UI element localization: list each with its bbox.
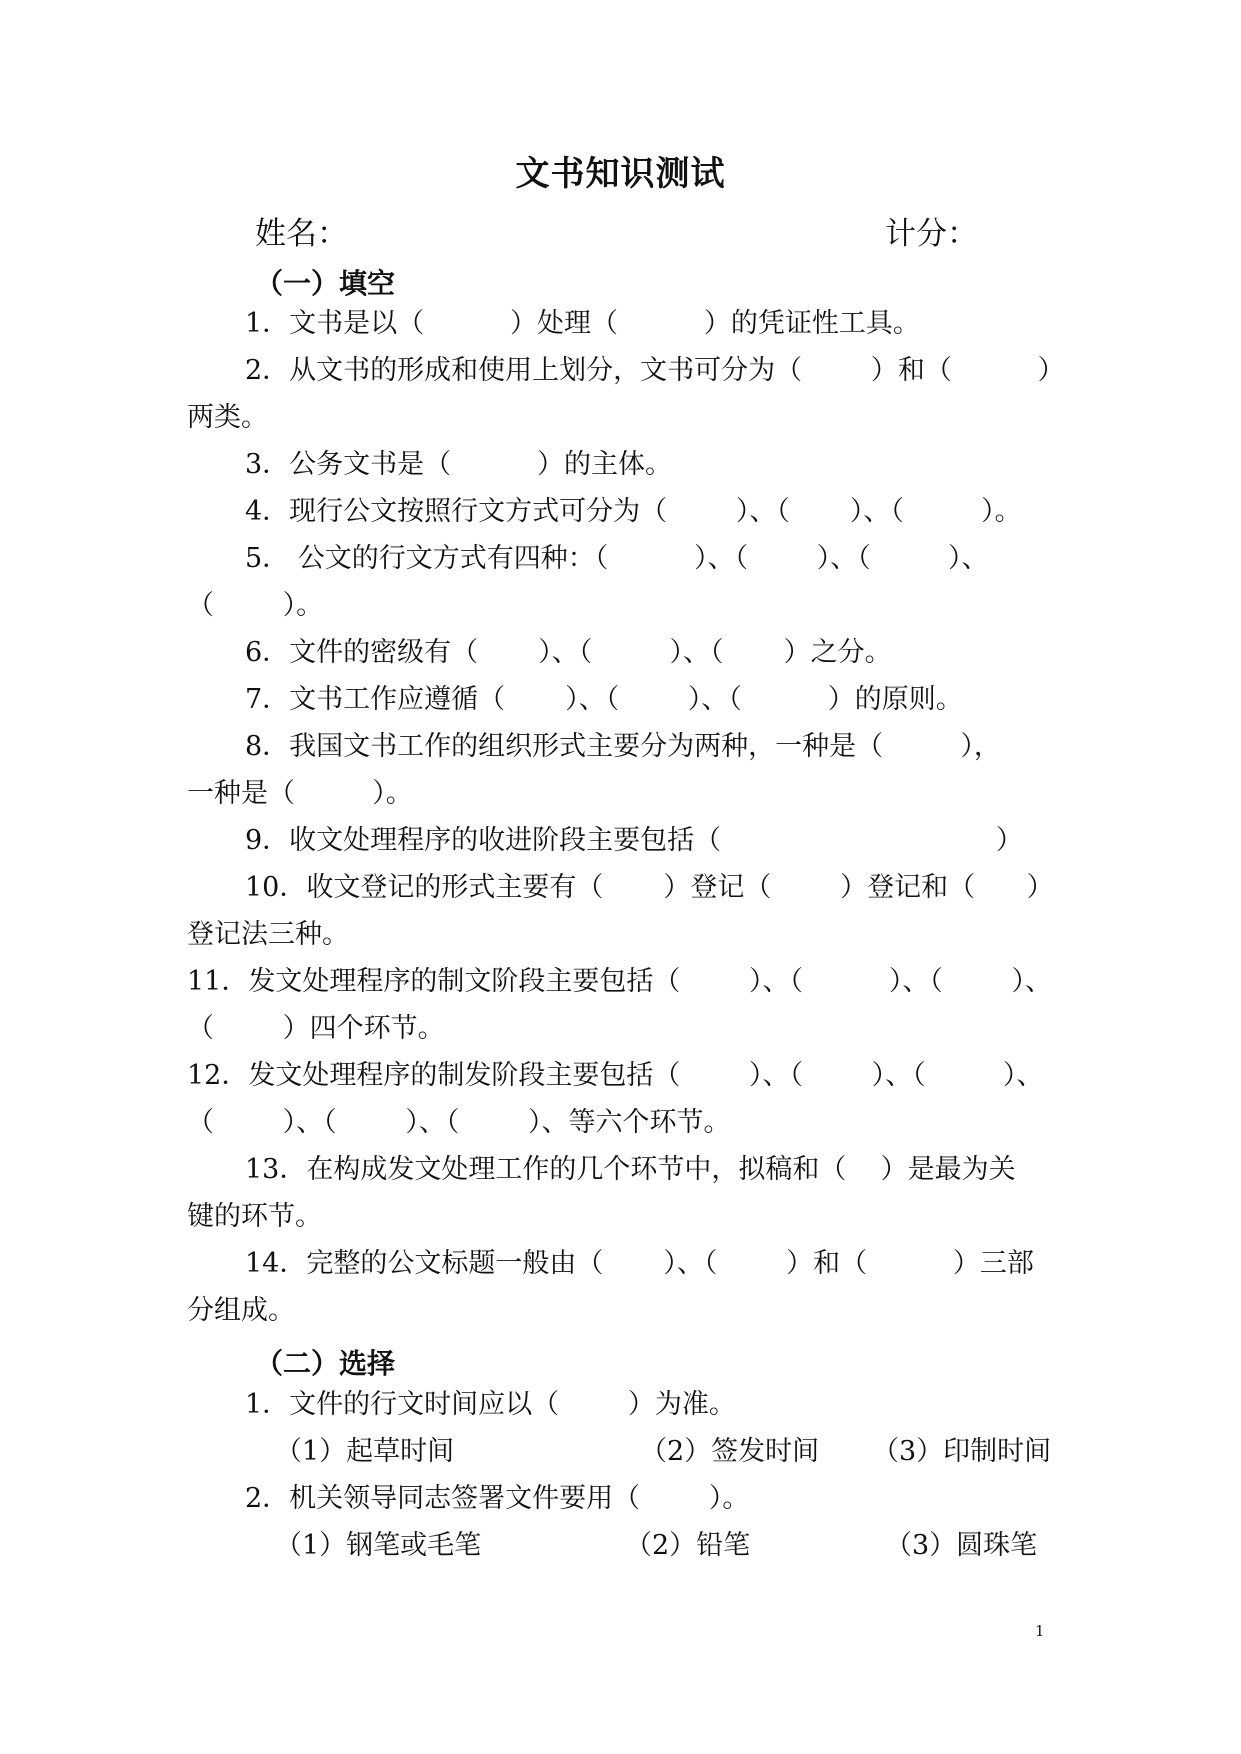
question-line: 8．我国文书工作的组织形式主要分为两种，一种是（ ）， <box>245 731 1001 762</box>
choice-option: （1）钢笔或毛笔 <box>275 1530 482 1561</box>
page-title: 文书知识测试 <box>515 154 726 194</box>
question-line: 登记法三种。 <box>187 919 349 950</box>
name-label: 姓名： <box>255 216 348 252</box>
question-line: 14．完整的公文标题一般由（ ）、（ ）和（ ）三部 <box>245 1248 1034 1279</box>
choice-question: 2．机关领导同志签署文件要用（ ）。 <box>245 1483 750 1514</box>
choice-question: 1．文件的行文时间应以（ ）为准。 <box>245 1389 736 1420</box>
question-line: 10．收文登记的形式主要有（ ）登记（ ）登记和（ ） <box>245 872 1054 903</box>
question-line: 两类。 <box>187 402 268 433</box>
question-line: 3．公务文书是（ ）的主体。 <box>245 449 673 480</box>
choice-option: （3）印制时间 <box>872 1436 1052 1467</box>
choice-option: （2）签发时间 <box>640 1436 820 1467</box>
question-line: 11．发文处理程序的制文阶段主要包括（ ）、（ ）、（ ）、 <box>187 966 1053 997</box>
section-heading-choice: （二）选择 <box>255 1347 396 1380</box>
question-line: 9．收文处理程序的收进阶段主要包括（ ） <box>245 825 1023 856</box>
question-line: （ ）四个环节。 <box>187 1013 445 1044</box>
question-line: 1．文书是以（ ）处理（ ）的凭证性工具。 <box>245 308 920 339</box>
choice-option: （2）铅笔 <box>625 1530 751 1561</box>
question-line: 键的环节。 <box>187 1201 322 1232</box>
question-line: 2．从文书的形成和使用上划分，文书可分为（ ）和（ ） <box>245 355 1065 386</box>
question-line: 5． 公文的行文方式有四种：（ ）、（ ）、（ ）、 <box>245 543 989 574</box>
question-line: 7．文书工作应遵循（ ）、（ ）、（ ）的原则。 <box>245 684 963 715</box>
question-line: 4．现行公文按照行文方式可分为（ ）、（ ）、（ ）。 <box>245 496 1022 527</box>
question-line: （ ）、（ ）、（ ）、等六个环节。 <box>187 1107 731 1138</box>
question-line: 分组成。 <box>187 1295 295 1326</box>
question-line: 12．发文处理程序的制发阶段主要包括（ ）、（ ）、（ ）、 <box>187 1060 1044 1091</box>
page-number: 1 <box>1035 1622 1045 1640</box>
question-line: 13．在构成发文处理工作的几个环节中，拟稿和（ ）是最为关 <box>245 1154 1016 1185</box>
score-label: 计分： <box>885 216 978 252</box>
question-line: 一种是（ ）。 <box>187 778 413 809</box>
question-line: （ ）。 <box>187 590 324 621</box>
choice-option: （3）圆珠笔 <box>885 1530 1038 1561</box>
choice-option: （1）起草时间 <box>275 1436 455 1467</box>
section-heading-fill-in: （一）填空 <box>255 267 396 300</box>
question-line: 6．文件的密级有（ ）、（ ）、（ ）之分。 <box>245 637 892 668</box>
